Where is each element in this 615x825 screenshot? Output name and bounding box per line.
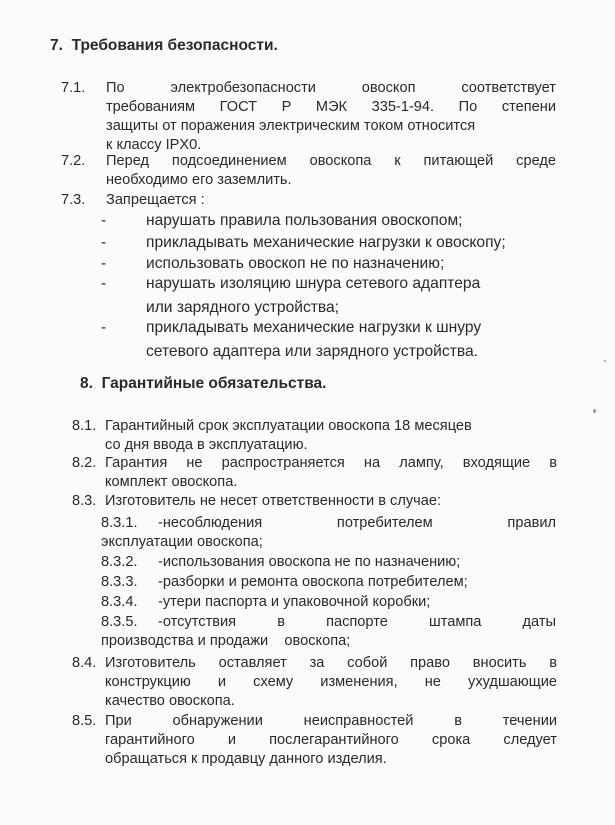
item-8-2-line2: комплект овоскопа. — [105, 474, 238, 490]
bullet-dash: - — [101, 275, 107, 292]
subitem-text: -несоблюдения потребителем правил — [158, 515, 556, 531]
prohibition-text: нарушать правила пользования овоскопом; — [146, 212, 463, 229]
subitem-number: 8.3.5. — [101, 614, 138, 630]
bullet-dash: - — [101, 234, 107, 251]
item-7-3-text: Запрещается : — [106, 192, 205, 208]
item-7-1-line4: к классу IPX0. — [106, 137, 202, 153]
item-8-5-number: 8.5. — [72, 713, 97, 729]
item-8-5-line1: При обнаружении неисправностей в течении — [105, 713, 557, 729]
bullet-dash: - — [101, 212, 107, 229]
subitem-8-3-2 — [101, 553, 556, 573]
item-7-3-number: 7.3. — [61, 192, 86, 208]
item-8-2-number: 8.2. — [72, 455, 97, 471]
prohibition-text: прикладывать механические нагрузки к шнуру — [146, 319, 482, 336]
subitem-number: 8.3.4. — [101, 594, 138, 610]
item-8-1 — [72, 417, 557, 457]
item-8-1-number: 8.1. — [72, 418, 97, 434]
subitem-text: -разборки и ремонта овоскопа потребителем; — [158, 574, 468, 590]
item-8-2-line1: Гарантия не распространяется на лампу, входящие в — [105, 455, 557, 471]
item-8-3-number: 8.3. — [72, 493, 97, 509]
prohibition-text: нарушать изоляцию шнура сетевого адаптера — [146, 275, 481, 292]
prohibition-text: использовать овоскоп не по назначению; — [146, 255, 445, 272]
subitem-number: 8.3.3. — [101, 574, 138, 590]
section-7-heading — [50, 37, 278, 55]
subitem-number: 8.3.2. — [101, 554, 138, 570]
prohibition-item — [101, 233, 561, 255]
item-7-2-number: 7.2. — [61, 153, 86, 169]
subitem-text-cont: эксплуатации овоскопа; — [101, 534, 263, 550]
item-8-5 — [72, 712, 557, 772]
item-8-2 — [72, 454, 557, 494]
subitem-text: -использования овоскопа не по назначению; — [158, 554, 461, 570]
scan-speck — [593, 409, 596, 413]
prohibition-item — [101, 211, 561, 233]
scan-speck — [604, 360, 606, 362]
item-8-5-line3: обращаться к продавцу данного изделия. — [105, 751, 387, 767]
item-7-1-number: 7.1. — [61, 80, 86, 96]
item-7-1-line1: По электробезопасности овоскоп соответствует — [106, 80, 556, 96]
subitem-text: -отсутствия в паспорте штампа даты — [158, 614, 556, 630]
prohibition-text-cont: или зарядного устройства; — [146, 299, 340, 316]
item-8-4-line3: качество овоскопа. — [105, 693, 235, 709]
prohibition-text: прикладывать механические нагрузки к овоскопу; — [146, 234, 506, 251]
item-8-4-line1: Изготовитель оставляет за собой право вносить в — [105, 655, 557, 671]
item-8-4-number: 8.4. — [72, 655, 97, 671]
bullet-dash: - — [101, 319, 107, 336]
prohibition-item — [101, 318, 561, 362]
item-7-1 — [61, 79, 556, 159]
section-8-title: Гарантийные обязательства. — [101, 375, 327, 392]
prohibition-item — [101, 274, 561, 318]
subitem-number: 8.3.1. — [101, 515, 138, 531]
item-8-1-line2: со дня ввода в эксплуатацию. — [105, 437, 308, 453]
prohibition-item — [101, 254, 561, 276]
item-8-1-line1: Гарантийный срок эксплуатации овоскопа 18 месяцев — [105, 418, 472, 434]
item-7-1-line3: защиты от поражения электрическим током относится — [106, 118, 476, 134]
subitem-text-cont: производства и продажи овоскопа; — [101, 633, 351, 649]
bullet-dash: - — [101, 255, 107, 272]
item-8-3 — [72, 492, 557, 512]
item-8-4-line2: конструкцию и схему изменения, не ухудшающие — [105, 674, 557, 690]
item-7-2 — [61, 152, 556, 192]
prohibition-text-cont: сетевого адаптера или зарядного устройства. — [146, 343, 478, 360]
subitem-8-3-3 — [101, 573, 556, 593]
section-7-title: Требования безопасности. — [71, 37, 278, 54]
item-8-4 — [72, 654, 557, 714]
item-8-5-line2: гарантийного и послегарантийного срока следует — [105, 732, 557, 748]
item-7-1-line2: требованиям ГОСТ Р МЭК 335-1-94. По степени — [106, 99, 556, 115]
subitem-8-3-5 — [101, 613, 556, 653]
item-7-2-line2: необходимо его заземлить. — [106, 172, 292, 188]
item-7-3 — [61, 191, 556, 211]
item-7-2-line1: Перед подсоединением овоскопа к питающей среде — [106, 153, 556, 169]
section-8-number: 8. — [80, 375, 93, 392]
section-8-heading — [80, 375, 326, 393]
subitem-text: -утери паспорта и упаковочной коробки; — [158, 594, 431, 610]
section-7-number: 7. — [50, 37, 63, 54]
item-8-3-text: Изготовитель не несет ответственности в случае: — [105, 493, 442, 509]
subitem-8-3-4 — [101, 593, 556, 613]
subitem-8-3-1 — [101, 514, 556, 554]
